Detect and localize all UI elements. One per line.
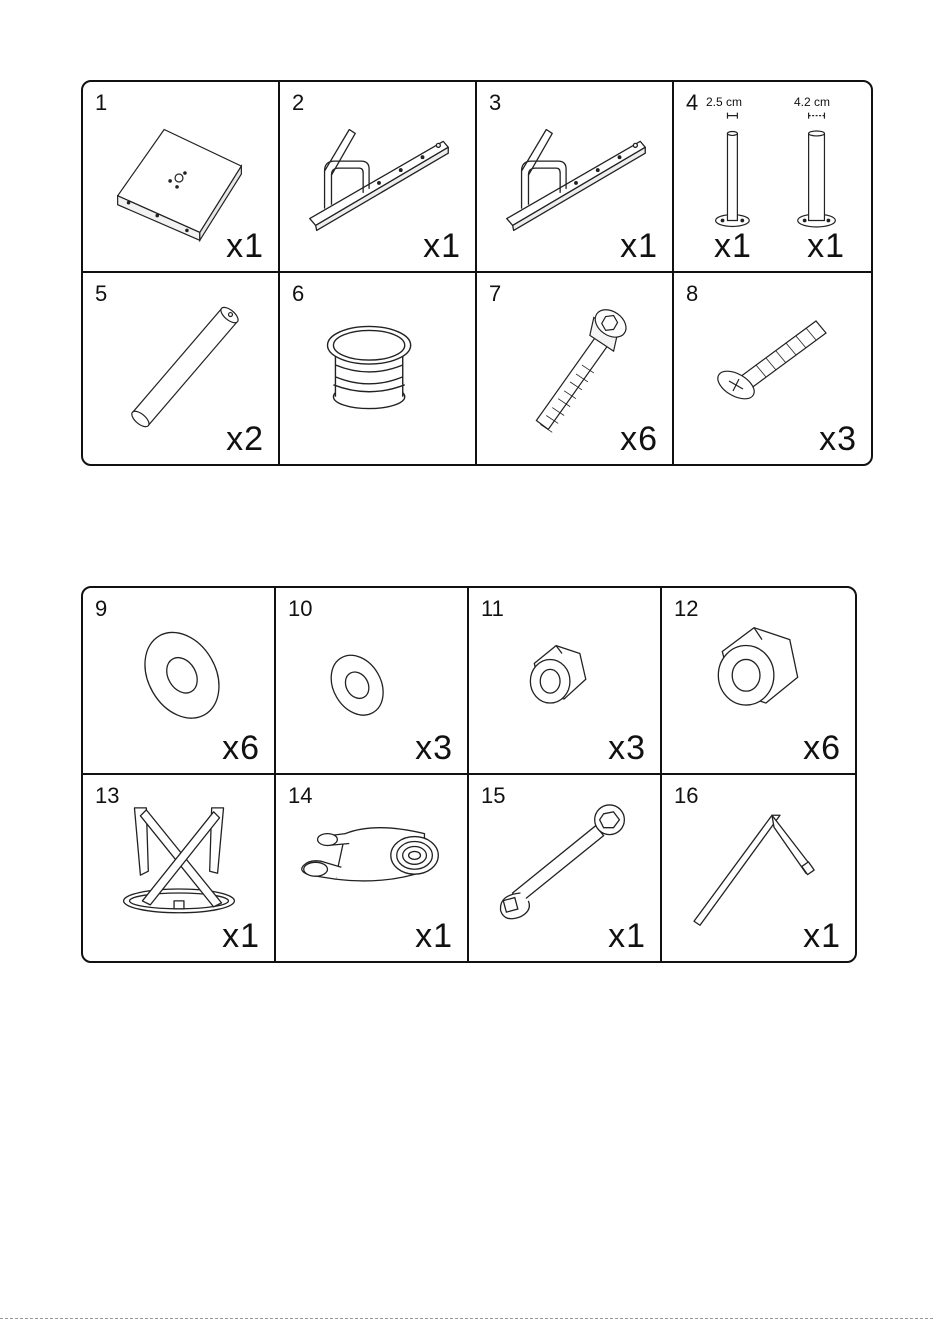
part-number: 15 [481, 782, 506, 808]
part-cell-6 [280, 273, 477, 464]
dimension-label-small: 2.5 cm [706, 95, 743, 109]
part-cell-13 [83, 775, 276, 962]
part-quantity-small: x1 [714, 227, 752, 265]
part-cell-11 [469, 588, 662, 775]
part-quantity: x3 [819, 420, 857, 458]
part-number: 4 [686, 90, 699, 115]
part-quantity: x1 [415, 917, 453, 955]
parts-sheet-top [81, 80, 873, 466]
part-number: 11 [481, 596, 504, 621]
part-cell-14 [276, 775, 469, 962]
part-number: 5 [95, 281, 108, 306]
part-cell-5 [83, 273, 280, 464]
end-cap-icon [280, 273, 475, 464]
part-cell-16 [662, 775, 855, 962]
part-cell-4 [674, 82, 871, 273]
part-quantity: x1 [226, 227, 264, 265]
part-quantity: x6 [803, 728, 841, 767]
part-quantity: x6 [620, 420, 658, 458]
part-number: 14 [288, 782, 313, 808]
part-number: 10 [288, 596, 313, 621]
part-quantity: x1 [222, 917, 260, 955]
part-quantity: x6 [222, 728, 260, 767]
part-cell-12 [662, 588, 855, 775]
part-quantity-large: x1 [807, 227, 845, 265]
dimension-label-large: 4.2 cm [794, 95, 831, 109]
part-cell-2 [280, 82, 477, 273]
part-number: 13 [95, 782, 120, 808]
part-quantity: x1 [620, 227, 658, 265]
part-number: 1 [95, 90, 108, 115]
part-number: 7 [489, 281, 502, 306]
part-number: 2 [292, 90, 305, 115]
part-quantity: x1 [423, 227, 461, 265]
part-cell-9 [83, 588, 276, 775]
part-cell-10 [276, 588, 469, 775]
part-number: 6 [292, 281, 305, 306]
part-quantity: x3 [608, 728, 646, 767]
part-number: 16 [674, 782, 699, 808]
part-number: 8 [686, 281, 699, 306]
part-number: 9 [95, 596, 108, 621]
part-quantity: x2 [226, 420, 264, 458]
part-cell-1 [83, 82, 280, 273]
part-quantity: x1 [608, 917, 646, 955]
part-cell-8 [674, 273, 871, 464]
part-cell-7 [477, 273, 674, 464]
part-cell-15 [469, 775, 662, 962]
part-number: 12 [674, 596, 699, 621]
part-quantity: x3 [415, 728, 453, 767]
page-footer-rule [0, 1318, 933, 1322]
parts-sheet-bottom [81, 586, 857, 963]
part-number: 3 [489, 90, 502, 115]
part-cell-3 [477, 82, 674, 273]
part-quantity: x1 [803, 917, 841, 955]
